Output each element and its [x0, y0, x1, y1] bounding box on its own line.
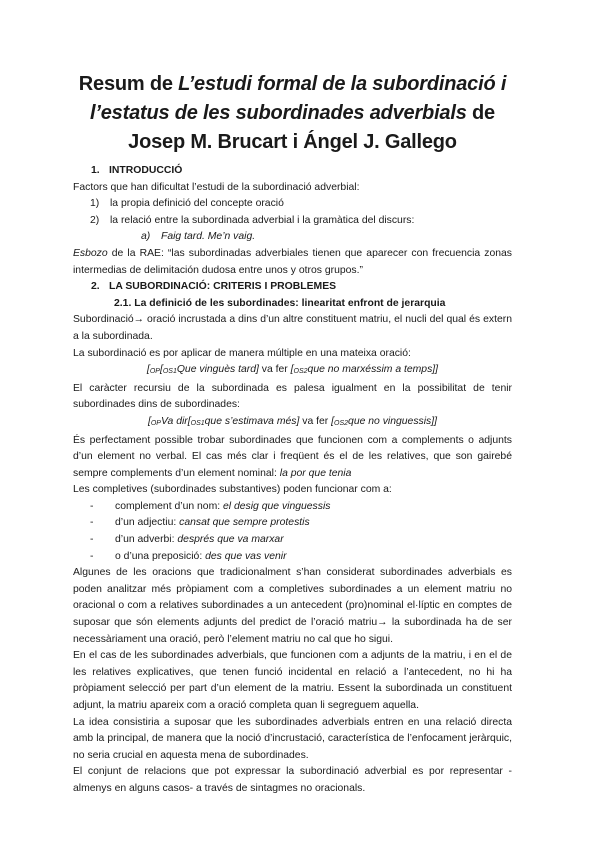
- bullet: -: [90, 517, 94, 529]
- list-number: a): [141, 231, 151, 243]
- section-title: LA SUBORDINACIÓ: CRITERIS I PROBLEMES: [109, 281, 337, 293]
- section-title: INTRODUCCIÓ: [109, 165, 183, 176]
- list-item: [73, 213, 512, 230]
- bullet-item: - d’un adverbi: després que va marxar: [73, 532, 512, 549]
- example-bracket: [OS2que no vinguessis]]: [331, 415, 438, 427]
- bullet-item: - complement d’un nom: el desig que vinguessis: [73, 499, 512, 516]
- section-heading-2: [73, 279, 512, 296]
- esbozo-term: Esbozo: [73, 247, 108, 259]
- section-heading-1: [73, 163, 512, 180]
- list-number: 1): [90, 198, 100, 210]
- label-os1: OS1: [190, 419, 205, 427]
- example-inline: després que va marxar: [177, 534, 284, 546]
- esbozo-quote: de la RAE: “las subordinadas adverbiales tienen que aparecer con frecuencia zonas intermedias de delimitación dudosa entre unos y otros grupos.”: [73, 247, 512, 276]
- title-prefix: Resum de: [78, 73, 179, 95]
- paragraph: El conjunt de relacions que pot expressar la subordinació adverbial es por representar -almenys en alguns casos- a través de sintagmes no oracionals.: [73, 766, 512, 794]
- title-authors: de Josep M. Brucart i Ángel J. Gallego: [128, 102, 495, 153]
- subsection-heading-2-1: 2.1. La definició de les subordinades: linearitat enfront de jerarquia: [114, 297, 446, 309]
- example-inline: la por que tenia: [279, 467, 352, 479]
- paragraph: El caràcter recursiu de la subordinada es palesa igualment en la possibilitat de tenir subordinades dins de subordinades:: [73, 382, 512, 411]
- example-matrix: va fer: [299, 415, 332, 427]
- list-number: 2): [90, 214, 100, 226]
- paragraph: Subordinació→ oració incrustada a dins d’un altre constituent matriu, el nucli del qual és extern a la subordinada.: [73, 314, 512, 342]
- example-bracket: [OPVa dir[OS1que s’estimava més]: [147, 415, 300, 427]
- bullet: -: [90, 500, 94, 512]
- example-bracket: [OP[OS1Que vinguès tard]: [146, 364, 259, 376]
- label-os1: OS1: [162, 368, 177, 376]
- paragraph: Les completives (subordinades substantives) poden funcionar com a:: [73, 484, 392, 496]
- example-2: [73, 414, 512, 433]
- example-bracket: [OS2que no marxéssim a temps]]: [290, 364, 439, 376]
- paragraph: La idea consistiria a suposar que les subordinades adverbials entren en una relació directa amb la principal, de manera que la noció d’incrustació, característica de l’enfocament jeràrquic, no seria crucial en aquesta mena de subordinades.: [73, 716, 512, 761]
- paragraph: La subordinació es por aplicar de manera múltiple en una mateixa oració:: [73, 347, 411, 359]
- paragraph: En el cas de les subordinades adverbials, que funcionen com a adjunts de la matriu, i en el de les relatives explicatives, que tenen funció incidental en relació a l’antecedent, no hi ha pròpiament selecció per part d’un element de la matriu. Essent la subordinada un constituent adjunt, la matriu apareix com a oració completa quan li segreguem aquella.: [73, 650, 512, 711]
- bullet: -: [90, 550, 94, 562]
- paragraph: Algunes de les oracions que tradicionalment s’han considerat subordinades adverbials es poden analitzar més pròpiament com a completives subordinades a un element matriu no oracional o com a relatives subordinades a un antecedent (pro)nominal el·líptic en comptes de suposar que són elements adjunts del predict de l’oració matriu→ la subordinada ha de ser necessàriament una oració, però l’element matriu no cal que ho sigui.: [73, 567, 512, 645]
- title-work: L’estudi formal de la subordinació i l’estatus de les subordinades adverbials: [90, 73, 507, 124]
- document-body: [73, 163, 512, 798]
- example-inline: des que vas venir: [205, 550, 287, 562]
- bullet: -: [90, 534, 94, 546]
- label-os2: OS2: [334, 419, 349, 427]
- example-1: [73, 362, 512, 381]
- list-text: la propia definició del concepte oració: [110, 198, 284, 210]
- label-op: OP: [150, 419, 161, 427]
- bullet-item: - o d’una preposició: des que vas venir: [73, 549, 512, 566]
- example-matrix: va fer: [258, 364, 291, 376]
- section-number: 2.: [91, 281, 100, 293]
- label-os2: OS2: [293, 368, 308, 376]
- intro-paragraph: Factors que han dificultat l’estudi de la subordinació adverbial:: [73, 181, 360, 193]
- list-text: Faig tard. Me’n vaig.: [161, 231, 256, 243]
- sublist-item: [73, 229, 512, 246]
- list-text: la relació entre la subordinada adverbial i la gramàtica del discurs:: [110, 214, 415, 226]
- example-inline: el desig que vinguessis: [223, 500, 331, 512]
- bullet-item: - d’un adjectiu: cansat que sempre protestis: [73, 515, 512, 532]
- paragraph: És perfectament possible trobar subordinades que funcionen com a complements o adjunts d’un element no verbal. El cas més clar i freqüent és el de les relatives, que son gairebé sempre complements d’un element nominal: la por que tenia: [73, 434, 512, 479]
- section-number: 1.: [91, 165, 100, 176]
- example-inline: cansat que sempre protestis: [179, 517, 310, 529]
- esbozo-paragraph: [73, 246, 512, 279]
- list-item: [73, 196, 512, 213]
- document-title: [73, 0, 512, 157]
- label-op: OP: [149, 368, 160, 376]
